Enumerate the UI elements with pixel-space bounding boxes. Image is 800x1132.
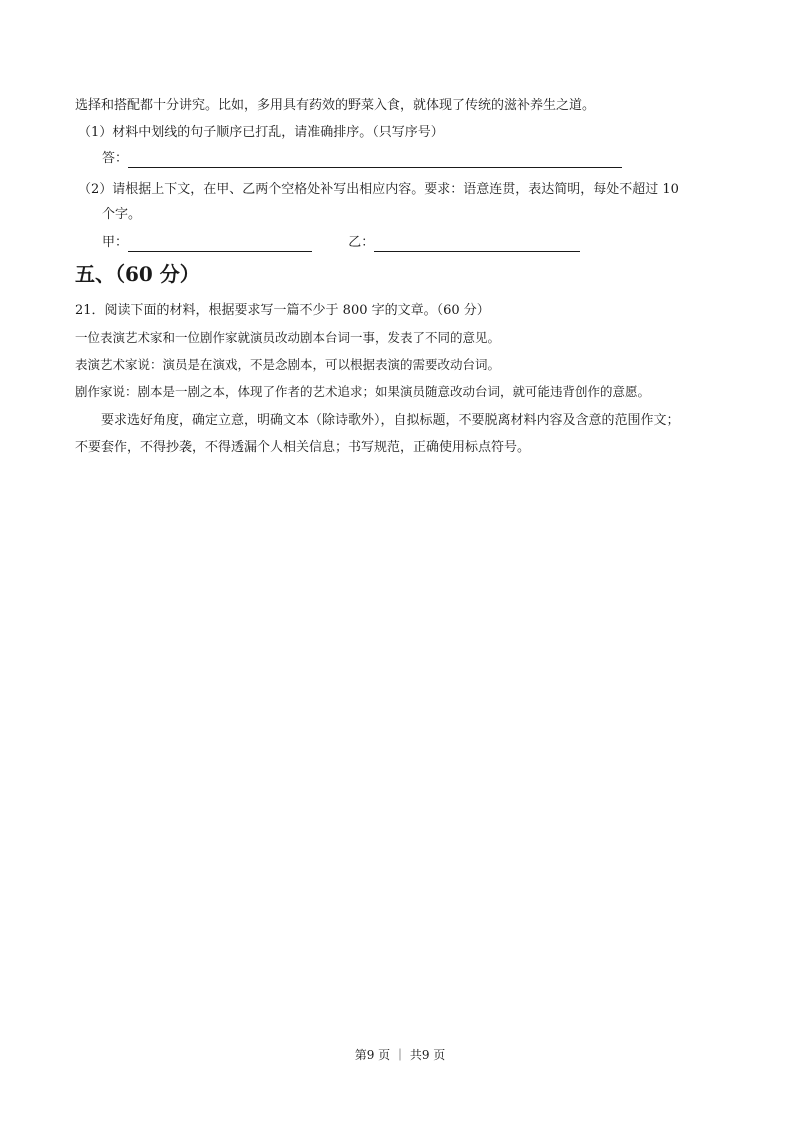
jia-blank-line[interactable]: [128, 237, 312, 252]
question-1: （1）材料中划线的句子顺序已打乱，请准确排序。（只写序号）: [78, 125, 444, 140]
question-21: 21．阅读下面的材料，根据要求写一篇不少于 800 字的文章。（60 分）: [75, 303, 490, 318]
answer-row-1: [102, 150, 622, 168]
answer-blank-line[interactable]: [128, 153, 622, 168]
page-footer: 第9 页 ｜ 共9 页: [354, 1048, 446, 1062]
section-title: 五、（60 分）: [75, 262, 200, 286]
material-line-1: 一位表演艺术家和一位剧作家就演员改动剧本台词一事，发表了不同的意见。: [75, 330, 501, 345]
yi-blank-line[interactable]: [374, 237, 580, 252]
question-2-line-2: 个字。: [102, 207, 142, 222]
answer-label: 答：: [102, 151, 129, 166]
material-line-2: 表演艺术家说：演员是在演戏，不是念剧本，可以根据表演的需要改动台词。: [75, 357, 501, 372]
requirement-line-2: 不要套作，不得抄袭，不得透漏个人相关信息；书写规范，正确使用标点符号。: [75, 440, 531, 455]
material-line-3: 剧作家说：剧本是一剧之本，体现了作者的艺术追求；如果演员随意改动台词，就可能违背创作的意愿。: [75, 384, 651, 399]
intro-text: 选择和搭配都十分讲究。比如，多用具有药效的野菜入食，就体现了传统的滋补养生之道。: [75, 98, 596, 113]
yi-label: 乙：: [348, 235, 375, 250]
question-2-line-1: （2）请根据上下文，在甲、乙两个空格处补写出相应内容。要求：语意连贯，表达简明，每处不超过 10: [78, 182, 679, 197]
jia-label: 甲：: [102, 235, 129, 250]
fill-row: [102, 234, 580, 252]
requirement-line-1: 要求选好角度，确定立意，明确文本（除诗歌外），自拟标题，不要脱离材料内容及含意的范围作文；: [101, 413, 680, 428]
